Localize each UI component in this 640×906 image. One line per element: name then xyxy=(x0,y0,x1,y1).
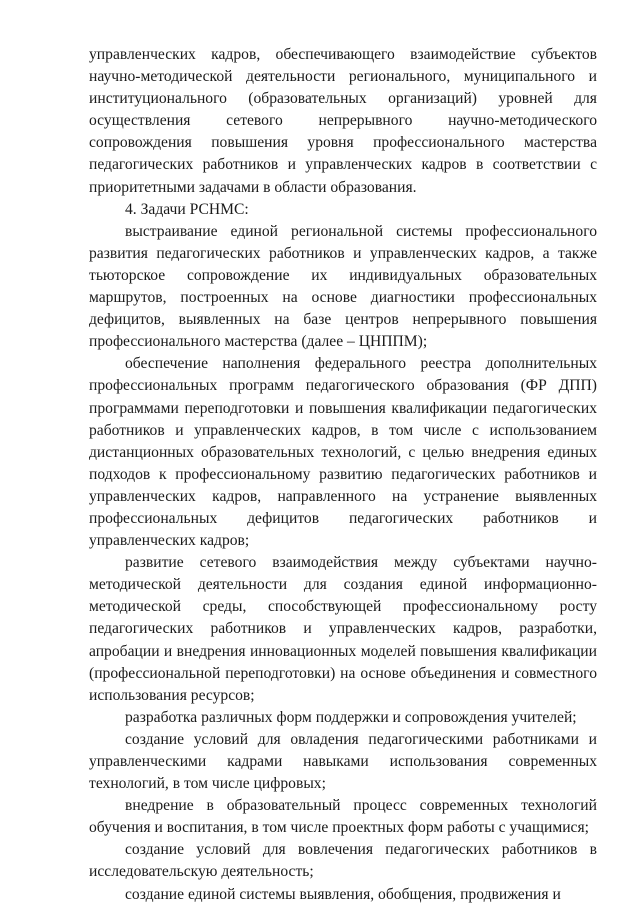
document-body xyxy=(89,44,597,906)
paragraph-task-3: развитие сетевого взаимодействия между субъектами научно-методической деятельности для создания единой информационно-методической среды, способствующей профессиональному росту педагогических работников и управленческих кадров, разработки, апробации и внедрения инновационных моделей повышения квалификации (профессиональной переподготовки) на основе объединения и совместного использования ресурсов; xyxy=(89,554,597,704)
paragraph-task-1: выстраивание единой региональной системы профессионального развития педагогических работников и управленческих кадров, а также тьюторское сопровождение их индивидуальных образовательных маршрутов, построенных на основе диагностики профессиональных дефицитов, выявленных на базе центров непрерывного повышения профессионального мастерства (далее – ЦНППМ); xyxy=(89,222,597,351)
paragraph-continuation: управленческих кадров, обеспечивающего взаимодействие субъектов научно-методической деятельности регионального, муниципального и институционального (образовательных организаций) уровней для осуществления сетевого непрерывного научно-методического сопровождения повышения уровня профессионального мастерства педагогических работников и управленческих кадров в соответствии с приоритетными задачами в области образования. xyxy=(89,46,597,196)
paragraph-task-4: разработка различных форм поддержки и сопровождения учителей; xyxy=(125,708,577,726)
paragraph-task-6: внедрение в образовательный процесс современных технологий обучения и воспитания, в том числе проектных форм работы с учащимися; xyxy=(89,797,597,837)
section-heading-tasks: 4. Задачи РСНМС: xyxy=(125,200,249,218)
paragraph-task-2: обеспечение наполнения федерального реестра дополнительных профессиональных программ педагогического образования (ФР ДПП) программами переподготовки и повышения квалификации педагогических работников и управленческих кадров, в том числе с использованием дистанционных образовательных технологий, с целью внедрения единых подходов к профессиональному развитию педагогических работников и управленческих кадров, направленного на устранение выявленных профессиональных дефицитов педагогических работников и управленческих кадров; xyxy=(89,355,597,550)
paragraph-task-8: создание единой системы выявления, обобщения, продвижения и xyxy=(125,885,561,903)
paragraph-task-5: создание условий для овладения педагогическими работниками и управленческими кадрами навыками использования современных технологий, в том числе цифровых; xyxy=(89,730,597,793)
paragraph-task-7: создание условий для вовлечения педагогических работников в исследовательскую деятельность; xyxy=(89,841,597,881)
